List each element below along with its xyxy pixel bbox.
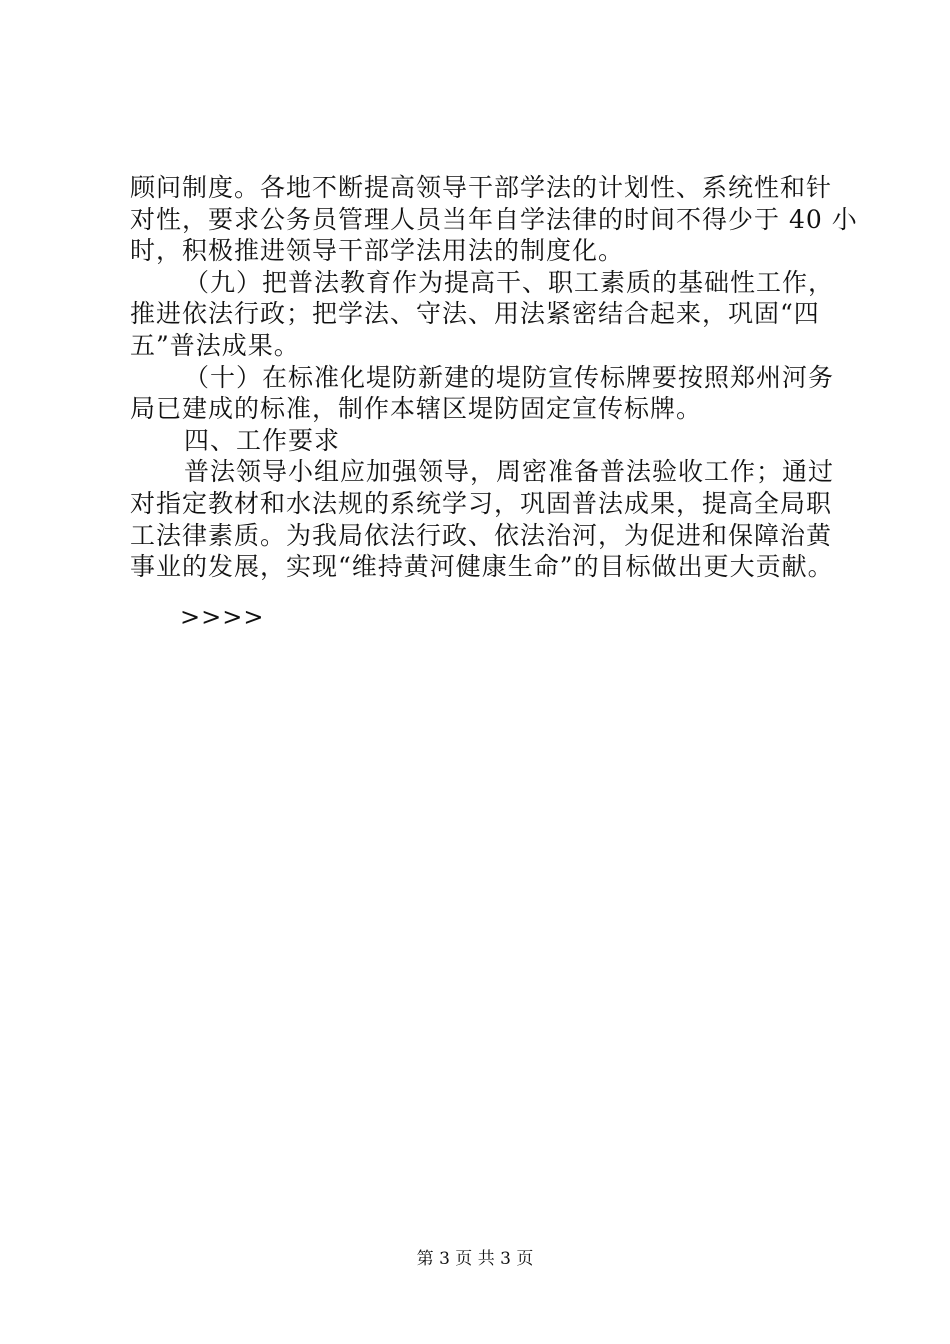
document-body bbox=[130, 172, 858, 583]
text-line: 局已建成的标准，制作本辖区堤防固定宣传标牌。 bbox=[130, 394, 703, 424]
text-line: 对性，要求公务员管理人员当年自学法律的时间不得少于 40 小 bbox=[130, 204, 858, 234]
text-line: 顾问制度。各地不断提高领导干部学法的计划性、系统性和针 bbox=[130, 173, 833, 202]
text-line: 对指定教材和水法规的系统学习，巩固普法成果，提高全局职 bbox=[130, 488, 833, 518]
text-line: （九）把普法教育作为提高干、职工素质的基础性工作， bbox=[184, 267, 835, 297]
text-line: 时，积极推进领导干部学法用法的制度化。 bbox=[130, 236, 625, 266]
text-line: 普法领导小组应加强领导，周密准备普法验收工作；通过 bbox=[184, 457, 835, 487]
section-heading: 四、工作要求 bbox=[184, 425, 341, 455]
text-line: 五”普法成果。 bbox=[130, 330, 300, 360]
text-line: （十）在标准化堤防新建的堤防宣传标牌要按照郑州河务 bbox=[184, 362, 835, 392]
text-line: 工法律素质。为我局依法行政、依法治河，为促进和保障治黄 bbox=[130, 520, 833, 550]
continuation-marker: >>>> bbox=[180, 603, 265, 631]
text-line: 推进依法行政；把学法、守法、用法紧密结合起来，巩固“四 bbox=[130, 299, 820, 329]
page-footer: 第 3 页 共 3 页 bbox=[416, 1249, 534, 1269]
text-line: 事业的发展，实现“维持黄河健康生命”的目标做出更大贡献。 bbox=[130, 552, 834, 582]
